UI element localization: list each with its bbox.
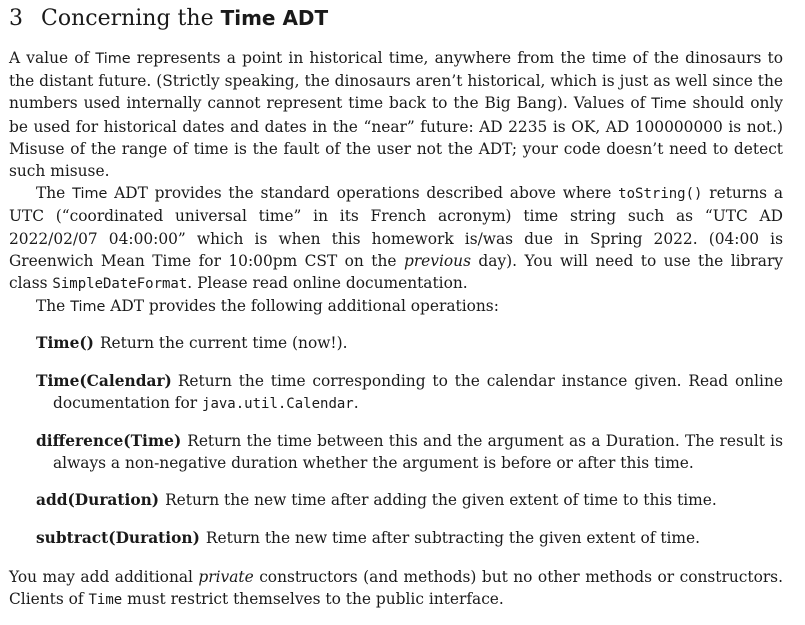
operation-item bbox=[9, 430, 783, 474]
operation-item bbox=[9, 527, 783, 549]
text-run: must restrict themselves to the public interface. bbox=[122, 590, 504, 609]
text-run: constructors (and methods) but no other methods or constructors. Clients of bbox=[9, 567, 783, 609]
code-tostring: toString() bbox=[618, 186, 703, 203]
type-name: Time bbox=[95, 51, 131, 67]
text-run: You may add additional bbox=[9, 567, 199, 586]
operation-description: Return the new time after subtracting the given extent of time. bbox=[205, 528, 701, 547]
text-run: ADT provides the following additional operations: bbox=[105, 297, 499, 316]
heading-text: Concerning the bbox=[41, 6, 221, 31]
document-page bbox=[9, 4, 783, 611]
paragraph-standard-ops bbox=[9, 182, 783, 295]
emphasis-previous: previous bbox=[403, 251, 471, 270]
text-run: represents a point in historical time, anywhere from the time of the dinosaurs to the distant future. (Strictly speaking, the dinosaurs aren’t historical, which is just as well since the numbers used internally cannot represent time back to the Big Bang). Values of bbox=[9, 49, 783, 113]
operation-description: Return the current time (now!). bbox=[99, 334, 348, 353]
type-name: Time bbox=[651, 96, 687, 113]
type-name: Time bbox=[70, 299, 106, 316]
operation-item bbox=[9, 332, 783, 354]
paragraph-additional-ops bbox=[9, 295, 783, 318]
text-run: returns a UTC (“coordinated universal time” in its French acronym) time string such as “UTC AD 2022/02/07 04:00:00” which is when this homework is/was due in Spring 2022. (04:00 is Greenwich Mean Time for 10:00pm CST on the bbox=[9, 184, 783, 270]
paragraph-intro bbox=[9, 47, 783, 182]
text-run: The bbox=[36, 184, 73, 203]
operation-description: Return the time between this and the argument as a Duration. The result is always a non-negative duration whether the argument is before or after this time. bbox=[53, 432, 783, 473]
operation-term: subtract(Duration) bbox=[36, 528, 200, 547]
code-simpledateformat: SimpleDateFormat bbox=[52, 276, 188, 293]
operations-list bbox=[9, 332, 783, 548]
paragraph-private-constructors bbox=[9, 566, 783, 611]
operation-item bbox=[9, 370, 783, 415]
operation-description: Return the new time after adding the given extent of time to this time. bbox=[165, 491, 717, 510]
code-time: Time bbox=[88, 592, 123, 609]
text-run: . bbox=[353, 393, 359, 412]
text-run: day). You will need to use the library class bbox=[9, 251, 783, 293]
operation-term: difference(Time) bbox=[36, 432, 182, 451]
section-heading bbox=[9, 4, 783, 33]
operation-item bbox=[9, 489, 783, 511]
emphasis-private: private bbox=[198, 567, 254, 586]
heading-adt-name: Time ADT bbox=[220, 6, 329, 30]
text-run: ADT provides the standard operations described above where bbox=[107, 184, 619, 203]
section-number: 3 bbox=[9, 6, 23, 31]
text-run: . Please read online documentation. bbox=[187, 274, 468, 293]
type-name: Time bbox=[72, 186, 108, 203]
operation-term: add(Duration) bbox=[36, 491, 160, 510]
text-run: A value of bbox=[9, 49, 96, 67]
operation-description: Return the time corresponding to the calendar instance given. Read online documentation for bbox=[53, 371, 783, 412]
code-java-util-calendar: java.util.Calendar bbox=[202, 395, 354, 412]
text-run: should only be used for historical dates and dates in the “near” future: AD 2235 is OK, AD 100000000 is not.) Misuse of the range of time is the fault of the user not the ADT; your code doesn’t need to detect such misuse. bbox=[9, 94, 783, 181]
text-run: The bbox=[36, 297, 71, 316]
operation-term: Time(Calendar) bbox=[36, 371, 172, 390]
operation-term: Time() bbox=[36, 334, 94, 353]
